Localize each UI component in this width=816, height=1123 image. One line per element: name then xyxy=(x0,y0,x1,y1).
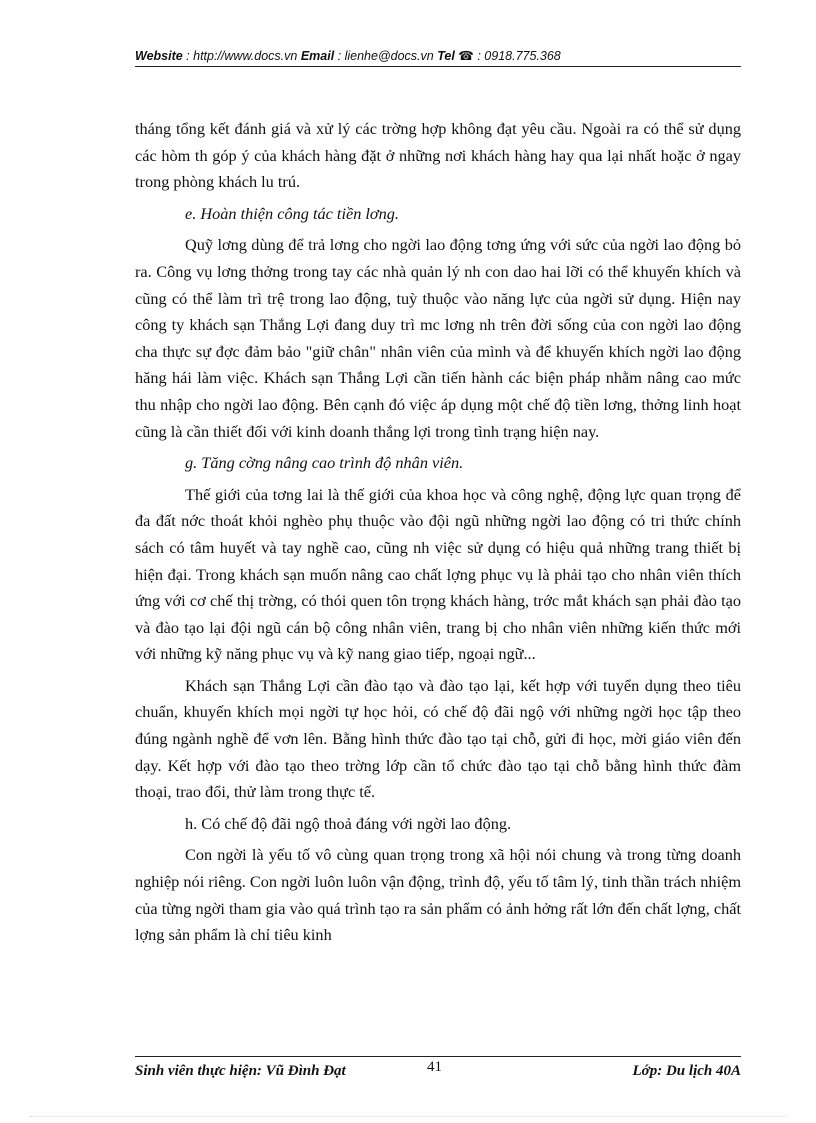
phone-icon: ☎ xyxy=(458,49,474,63)
footer-class: Lớp: Du lịch 40A xyxy=(632,1063,741,1079)
website-label: Website xyxy=(135,49,183,63)
page-number: 41 xyxy=(427,1059,442,1075)
paragraph-retraining: Khách sạn Thắng Lợi cần đào tạo và đào tạo lại, kết hợp với tuyển dụng theo tiêu chuẩn, khuyến khích mọi ngời tự học hỏi, có chế độ đãi ngộ với những ngời học tập theo đúng ngành nghề để vơn lên. Bằng hình thức đào tạo tại chỗ, gửi đi học, mời giáo viên đến dạy. Kết hợp với đào tạo theo trờng lớp cần tổ chức đào tạo tại chỗ bằng hình thức đàm thoại, trao đổi, thử làm trong thực tế. xyxy=(135,675,741,802)
section-heading-g: g. Tăng cờng nâng cao trình độ nhân viên. xyxy=(185,453,464,473)
website-value: : http://www.docs.vn xyxy=(182,49,301,63)
email-label: Email xyxy=(300,49,335,63)
page-bottom-border xyxy=(30,1116,786,1117)
document-body xyxy=(135,116,741,949)
section-heading-e: e. Hoàn thiện công tác tiền lơng. xyxy=(185,203,399,223)
header-divider xyxy=(135,66,741,67)
tel-label: Tel xyxy=(437,49,455,63)
page-header xyxy=(135,48,741,63)
page-footer xyxy=(135,1059,741,1079)
footer-divider xyxy=(135,1056,741,1057)
section-heading-h: h. Có chế độ đãi ngộ thoả đáng với ngời lao động. xyxy=(185,813,512,833)
paragraph-training: Thế giới của tơng lai là thế giới của khoa học và công nghệ, động lực quan trọng để đa đất nớc thoát khỏi nghèo phụ thuộc vào đội ngũ những ngời lao động có tri thức chính sách có tâm huyết và tay nghề cao, cũng nh việc sử dụng có hiệu quả những trang thiết bị hiện đại. Trong khách sạn muốn nâng cao chất lợng phục vụ là phải tạo cho nhân viên thích ứng với cơ chế thị trờng, có thói quen tôn trọng khách hàng, trớc mắt khách sạn phải đào tạo và đào tạo lại đội ngũ cán bộ công nhân viên, trang bị cho nhân viên những kiến thức mới với những kỹ năng phục vụ và kỹ nang giao tiếp, ngoại ngữ... xyxy=(135,484,741,664)
paragraph-intro: tháng tổng kết đánh giá và xử lý các trờng hợp không đạt yêu cầu. Ngoài ra có thể sử dụng các hòm th góp ý của khách hàng đặt ở những nơi khách hàng hay qua lại nhất hoặc ở ngay trong phòng khách lu trú. xyxy=(135,119,741,192)
footer-student: Sinh viên thực hiện: Vũ Đình Đạt xyxy=(135,1063,346,1079)
paragraph-salary: Quỹ lơng dùng để trả lơng cho ngời lao động tơng ứng với sức của ngời lao động bỏ ra. Công vụ lơng thởng trong tay các nhà quản lý nh con dao hai lỡi có thể khuyến khích và cũng có thể làm trì trệ trong lao động, tuỳ thuộc vào năng lực của ngời sử dụng. Hiện nay công ty khách sạn Thắng Lợi đang duy trì mc lơng nh trên đời sống của con ngời lao động cha thực sự đợc đảm bảo "giữ chân" nhân viên của mình và để khuyến khích ngời lao động hăng hái làm việc. Khách sạn Thắng Lợi cần tiến hành các biện pháp nhằm nâng cao mức thu nhập cho ngời lao động. Bên cạnh đó việc áp dụng một chế độ tiền lơng, thởng linh hoạt cũng là cần thiết đối với kinh doanh thắng lợi trong tình trạng hiện nay. xyxy=(135,235,741,441)
tel-value: : 0918.775.368 xyxy=(473,49,561,63)
paragraph-people: Con ngời là yếu tố vô cùng quan trọng trong xã hội nói chung và trong từng doanh nghiệp nói riêng. Con ngời luôn luôn vận động, trình độ, yếu tố tâm lý, tinh thần trách nhiệm của từng ngời tham gia vào quá trình tạo ra sản phẩm có ảnh hởng rất lớn đến chất lợng, chất lợng sản phẩm là chỉ tiêu kinh xyxy=(135,845,741,945)
email-value: : lienhe@docs.vn xyxy=(334,49,438,63)
